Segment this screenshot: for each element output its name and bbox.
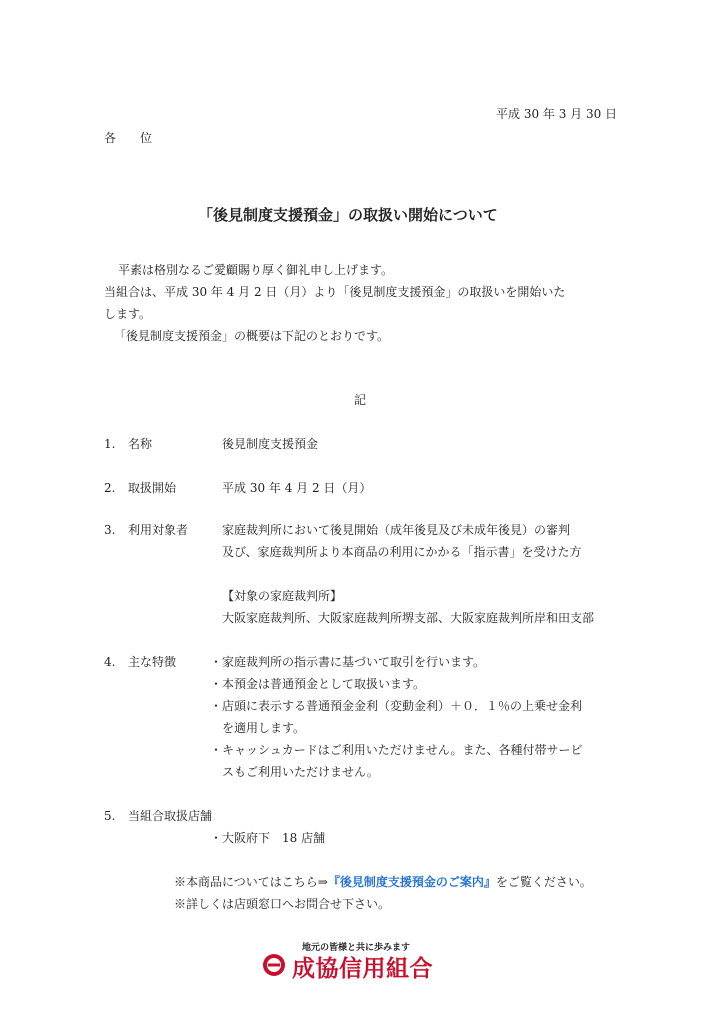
note-1-suffix: をご覧ください。 (495, 875, 592, 889)
feature-3-line-2: を適用します。 (222, 721, 306, 735)
ki-heading: 記 (354, 393, 367, 407)
item-3-line-1: 家庭裁判所において後見開始（成年後見及び未成年後見）の審判 (222, 523, 571, 537)
feature-3-line-1: ・店頭に表示する普通預金金利（変動金利）＋０．１％の上乗せ金利 (210, 699, 583, 713)
item-4-number: 4. (104, 655, 116, 669)
courts-list: 大阪家庭裁判所、大阪家庭裁判所堺支部、大阪家庭裁判所岸和田支部 (222, 611, 595, 625)
item-2-number: 2. (104, 481, 116, 495)
intro-line-2: 当組合は、平成 30 年 4 月 2 日（月）より「後見制度支援預金」の取扱いを開始いた (104, 285, 566, 299)
document-date: 平成 30 年 3 月 30 日 (496, 107, 618, 121)
document-title: 「後見制度支援預金」の取扱い開始について (198, 206, 498, 224)
intro-line-3: します。 (104, 307, 152, 321)
item-4-label: 主な特徴 (128, 655, 177, 669)
intro-line-4: 「後見制度支援預金」の概要は下記のとおりです。 (114, 329, 390, 343)
credit-union-emblem-icon (262, 953, 286, 977)
item-5-number: 5. (104, 809, 116, 823)
item-2-value: 平成 30 年 4 月 2 日（月） (222, 481, 372, 495)
footer-logo (262, 938, 472, 988)
note-1 (174, 874, 592, 890)
item-1-number: 1. (104, 437, 116, 451)
item-3-number: 3. (104, 523, 116, 537)
item-1-label: 名称 (128, 437, 153, 451)
feature-4-line-1: ・キャッシュカードはご利用いただけません。また、各種付帯サービ (210, 743, 583, 757)
item-5-value: ・大阪府下 18 店舗 (210, 831, 326, 845)
item-2-label: 取扱開始 (128, 481, 177, 495)
feature-4-line-2: スもご利用いただけません。 (222, 765, 379, 779)
courts-heading: 【対象の家庭裁判所】 (222, 589, 343, 603)
intro-line-1: 平素は格別なるご愛顧賜り厚く御礼申し上げます。 (118, 263, 394, 277)
item-3-label: 利用対象者 (128, 523, 189, 537)
logo-name: 成協信用組合 (292, 956, 433, 982)
note-1-prefix: ※本商品についてはこちら⇒ (174, 875, 328, 889)
guide-link[interactable]: 『後見制度支援預金のご案内』 (327, 875, 496, 889)
logo-tagline: 地元の皆様と共に歩みます (302, 943, 411, 953)
item-5-label: 当組合取扱店舗 (128, 809, 213, 823)
item-3-line-2: 及び、家庭裁判所より本商品の利用にかかる「指示書」を受けた方 (222, 545, 582, 559)
item-1-value: 後見制度支援預金 (222, 437, 319, 451)
feature-1: ・家庭裁判所の指示書に基づいて取引を行います。 (210, 655, 486, 669)
note-2: ※詳しくは店頭窓口へお問合せ下さい。 (174, 897, 391, 911)
addressee: 各 位 (104, 131, 153, 145)
feature-2: ・本預金は普通預金として取扱います。 (210, 677, 426, 691)
